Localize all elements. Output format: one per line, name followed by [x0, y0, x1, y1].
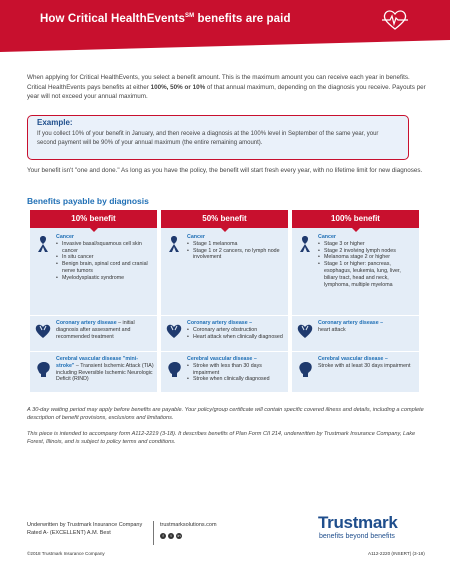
category-label: Cancer — [187, 234, 205, 240]
column-header: 50% benefit — [161, 210, 288, 228]
list-item: • Invasive basal/squamous cell skin cancer — [56, 241, 154, 255]
cancer-row — [292, 232, 419, 315]
list-item: • Stroke when clinically diagnosed — [187, 376, 285, 383]
list-item: • Stage 1 melanoma — [187, 241, 285, 248]
category-label: Cerebral vascular disease – — [187, 356, 257, 362]
logo-tagline: benefits beyond benefits — [319, 533, 395, 540]
list-item: • Stage 1 or 2 cancers, no lymph node involvement — [187, 248, 285, 262]
twitter-icon[interactable]: t — [168, 533, 174, 539]
cancer-row — [30, 232, 157, 315]
list-item: • Coronary artery obstruction — [187, 327, 285, 334]
ribbon-icon — [165, 235, 183, 253]
linkedin-icon[interactable]: in — [177, 533, 181, 538]
list-item: • Heart attack when clinically diagnosed — [187, 334, 285, 341]
category-label: Coronary artery disease – — [187, 320, 253, 326]
list-item: • Melanoma stage 2 or higher — [318, 254, 416, 261]
cad-row: Coronary artery disease – initial diagnosis after assessment and recommended treatment — [30, 315, 157, 351]
ribbon-icon — [296, 235, 314, 253]
service-mark: SM — [185, 13, 195, 20]
intro-paragraph-2: Critical HealthEvents pays benefits at either 100%, 50% or 10% of that annual maximum, depending on the diagnosis you receive. Payouts per year will not exceed your annual maximum. — [27, 84, 426, 100]
column-header: 100% benefit — [292, 210, 419, 228]
cad-row — [161, 315, 288, 351]
benefit-column-100 — [292, 210, 419, 392]
form-id: A112-2220 (INSERT) (3-18) — [368, 551, 425, 556]
website-link[interactable]: trustmarksolutions.com — [160, 522, 217, 528]
benefit-column-10 — [30, 210, 157, 392]
cancer-row — [161, 232, 288, 315]
facebook-icon[interactable]: f — [160, 533, 166, 539]
brain-icon — [165, 360, 183, 378]
category-label: Cancer — [318, 234, 336, 240]
cvd-row — [161, 351, 288, 392]
footer-divider — [153, 521, 154, 545]
underwriter-info: Underwritten by Trustmark Insurance Company Rated A- (EXCELLENT) A.M. Best — [27, 522, 143, 536]
category-label: Cerebral vascular disease "mini-stroke" — [56, 356, 139, 369]
category-label: Cancer — [56, 234, 74, 240]
list-item: • Stage 3 or higher — [318, 241, 416, 248]
list-item: • Benign brain, spinal cord and cranial nerve tumors — [56, 261, 154, 275]
copyright: ©2018 Trustmark Insurance Company — [27, 551, 105, 556]
list-item: • In situ cancer — [56, 254, 154, 261]
heart-icon — [165, 322, 183, 340]
benefit-column-50 — [161, 210, 288, 392]
list-item: • Stroke with less than 30 days impairment — [187, 363, 285, 377]
cad-row: Coronary artery disease – heart attack — [292, 315, 419, 351]
waiting-period-note: A 30-day waiting period may apply before benefits are payable. Your policy/group certificate will contain specific covered illness and details, including a complete description of benefit provisions, exclusions and limitations. — [27, 407, 424, 421]
section-title: Benefits payable by diagnosis — [27, 196, 149, 206]
page-title: How Critical HealthEvents℠ benefits are paid — [40, 13, 291, 25]
example-body: If you collect 10% of your benefit in January, and then receive a diagnosis at the 100% level in September of the same year, your second payment will be 90% of your annual maximum (the entire remaining amount). — [37, 131, 379, 146]
heart-icon — [296, 322, 314, 340]
category-label: Coronary artery disease – — [318, 320, 384, 326]
heart-icon — [34, 322, 52, 340]
column-header: 10% benefit — [30, 210, 157, 228]
lifetime-paragraph: Your benefit isn't "one and done." As long as you have the policy, the benefit will start fresh every year, with no lifetime limit for new diagnoses. — [27, 167, 423, 174]
intro-paragraph-1: When applying for Critical HealthEvents, you select a benefit amount. This is the maximum amount you can receive each year in benefits. — [27, 74, 410, 81]
heart-monitor-icon — [382, 9, 408, 31]
trustmark-logo: Trustmark — [318, 513, 398, 532]
form-reference-note: This piece is intended to accompany form A112-2219 (3-18). It describes benefits of Plan Form CII 214, underwritten by Trustmark Insurance Company, Lake Forest, Illinois, and is subject to policy terms and conditions. — [27, 431, 416, 445]
category-label: Coronary artery disease — [56, 320, 117, 326]
brain-icon — [34, 360, 52, 378]
brain-icon — [296, 360, 314, 378]
cvd-row: Cerebral vascular disease "mini-stroke" – Transient Ischemic Attack (TIA) including Reversible Ischemic Neurologic Deficit (RIND) — [30, 351, 157, 392]
example-heading: Example: — [37, 118, 73, 127]
ribbon-icon — [34, 235, 52, 253]
list-item: • Stage 2 involving lymph nodes — [318, 248, 416, 255]
category-label: Cerebral vascular disease – — [318, 356, 388, 362]
list-item: • Stage 1 or higher: pancreas, esophagus, leukemia, lung, liver, biliary tract, head and neck, lymphoma, multiple myeloma — [318, 261, 416, 288]
list-item: • Myelodysplastic syndrome — [56, 275, 154, 282]
cvd-row: Cerebral vascular disease – Stroke with at least 30 days impairment — [292, 351, 419, 392]
